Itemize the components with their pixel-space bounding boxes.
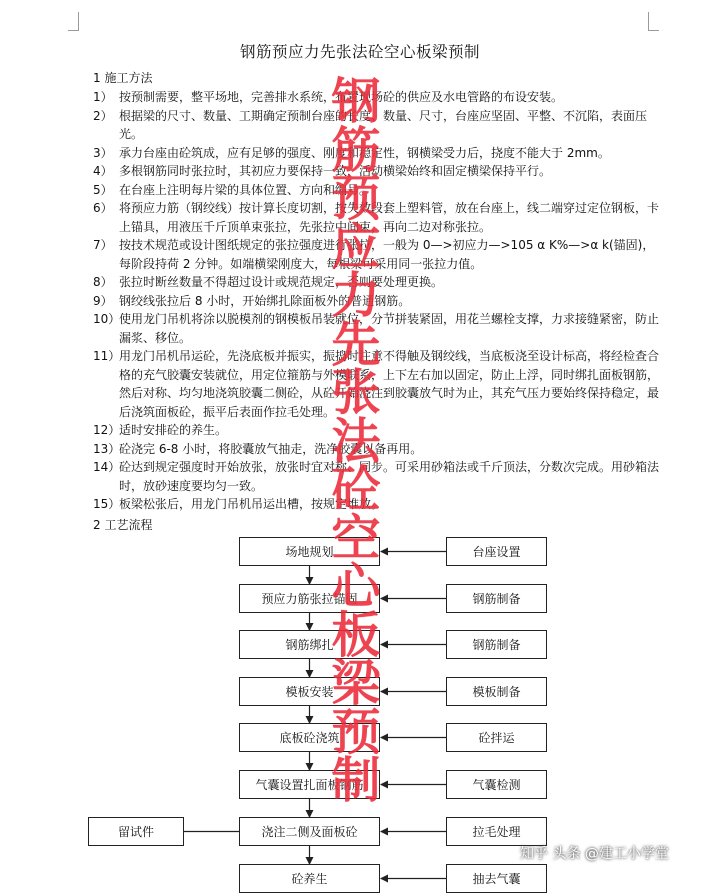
watermark-char: 筋 — [331, 121, 381, 179]
step-number: 8） — [93, 275, 113, 289]
flow-step-box: 模板安装 — [239, 677, 380, 706]
step-number: 13） — [93, 441, 121, 456]
watermark-char: 心 — [331, 558, 381, 615]
flow-input-box: 钢筋制备 — [446, 584, 547, 613]
document-title: 钢筋预应力先张法砼空心板梁预制 — [239, 43, 480, 61]
watermark-char: 张 — [331, 364, 381, 421]
step-text: 适时安排砼的养生。 — [119, 423, 228, 437]
step-text: 多根钢筋同时张拉时，其初应力要保持一致，活动横梁始终和固定横梁保持平行。 — [119, 164, 552, 178]
step-number: 10） — [93, 312, 121, 326]
step-text: 根据梁的尺寸、数量、工期确定预制台座的长度、数量、尺寸，台座应坚固、平整、不沉陷，表面压光。 — [119, 108, 648, 141]
step-number: 11） — [93, 349, 121, 363]
watermark-char: 力 — [331, 267, 381, 324]
step-text: 钢绞线张拉后 8 小时，开始绑扎除面板外的普通钢筋。 — [119, 293, 411, 308]
flow-input-box: 台座设置 — [446, 537, 547, 566]
step-number: 2） — [93, 108, 113, 123]
flow-step-box: 场地规划 — [239, 537, 380, 566]
flow-input-box: 模板制备 — [446, 677, 547, 706]
flow-step-box: 浇注二侧及面板砼 — [239, 817, 380, 846]
flow-step-box: 钢筋绑扎 — [239, 630, 380, 659]
step-text: 张拉时断丝数量不得超过设计或规范规定，否则要处理更换。 — [119, 275, 444, 289]
step-text: 用龙门吊机吊运砼，先浇底板并振实，振捣时注意不得触及钢绞线，当底板浇至设计标高，将经检查合格的充气胶囊安装就位，用定位箍筋与外模联系，上下左右加以固定，防止上浮，同时绑扎面板钢筋，然后对称、均匀地浇筑胶囊二侧砼，从砼开始浇注到胶囊放气时为止，其充气压力要始终保持稳定，最后浇筑面板砼，振平后表面作拉毛处理。 — [119, 349, 660, 419]
watermark-char: 钢 — [331, 73, 381, 130]
step-text: 按技术规范或设计图纸规定的张拉强度进行张拉，一般为 0—>初应力—>105 α K%—>α k(锚固)，每阶段持荷 2 分钟。如端横梁刚度大，每根梁可采用同一张拉力值。 — [119, 238, 655, 271]
watermark-char: 梁 — [331, 655, 381, 712]
flow-input-box: 拉毛处理 — [446, 817, 547, 846]
watermark-overlay — [326, 73, 386, 809]
watermark-char: 板 — [331, 606, 381, 664]
watermark-char: 预 — [331, 170, 381, 227]
watermark-char: 空 — [331, 509, 381, 567]
flow-sample-box: 留试件 — [88, 817, 184, 846]
step-text: 将预应力筋（钢绞线）按计算长度切割，按失效段套上塑料管，放在台座上，线二端穿过定位钢板，卡上锚具，用液压千斤顶单束张拉，先张拉中间束，再向二边对称张拉。 — [119, 201, 660, 234]
flow-input-box: 砼拌运 — [446, 723, 547, 752]
step-text: 板梁松张后，用龙门吊机吊运出槽，按规定堆放。 — [119, 497, 384, 511]
step-number: 3） — [93, 145, 113, 160]
step-text: 砼达到规定强度时开始放张，放张时宜对称、同步。可采用砂箱法或千斤顶法，分数次完成。用砂箱法时，放砂速度要均匀一致。 — [119, 460, 660, 493]
step-text: 在台座上注明每片梁的具体位置、方向和编号。 — [119, 182, 372, 197]
flow-step-box: 气囊设置扎面板钢筋 — [239, 770, 380, 799]
step-number: 7） — [93, 238, 113, 252]
step-number: 4） — [93, 164, 113, 178]
step-text: 承力台座由砼筑成，应有足够的强度、刚度和稳定性，钢横梁受力后，挠度不能大于 2mm。 — [119, 145, 610, 160]
watermark-char: 法 — [331, 412, 381, 470]
step-text: 砼浇完 6-8 小时，将胶囊放气抽走，洗净胶囊以备再用。 — [119, 441, 423, 456]
section-heading-process: 2 工艺流程 — [93, 518, 153, 532]
flow-input-box: 气囊检测 — [446, 770, 547, 799]
step-number: 9） — [93, 293, 113, 308]
flow-input-box: 钢筋制备 — [446, 630, 547, 659]
watermark-char: 先 — [331, 315, 381, 373]
section-heading-method: 1 施工方法 — [93, 71, 153, 85]
watermark-char: 砼 — [331, 461, 381, 518]
watermark-char: 应 — [331, 218, 381, 276]
step-number: 14） — [93, 460, 121, 474]
step-number: 5） — [93, 182, 113, 197]
watermark-char: 制 — [331, 752, 381, 809]
flow-input-box: 抽去气囊 — [446, 864, 547, 893]
step-number: 1） — [93, 90, 113, 104]
source-credit: 知乎 头条 @建工小学堂 — [520, 846, 669, 862]
flow-step-box: 砼养生 — [239, 864, 380, 893]
flow-step-box: 底板砼浇筑 — [239, 723, 380, 752]
step-number: 12） — [93, 423, 121, 437]
step-text: 按预制需要，整平场地，完善排水系统，布置现场砼的供应及水电管路的布设安装。 — [119, 90, 564, 104]
watermark-char: 预 — [331, 703, 381, 761]
step-text: 使用龙门吊机将涂以脱模剂的钢模板吊装就位，分节拼装紧固，用花兰螺栓支撑，力求接缝紧密，防止漏浆、移位。 — [119, 312, 660, 345]
flow-step-box: 预应力筋张拉锚固 — [239, 584, 380, 613]
step-number: 6） — [93, 201, 113, 215]
step-number: 15） — [93, 497, 121, 511]
